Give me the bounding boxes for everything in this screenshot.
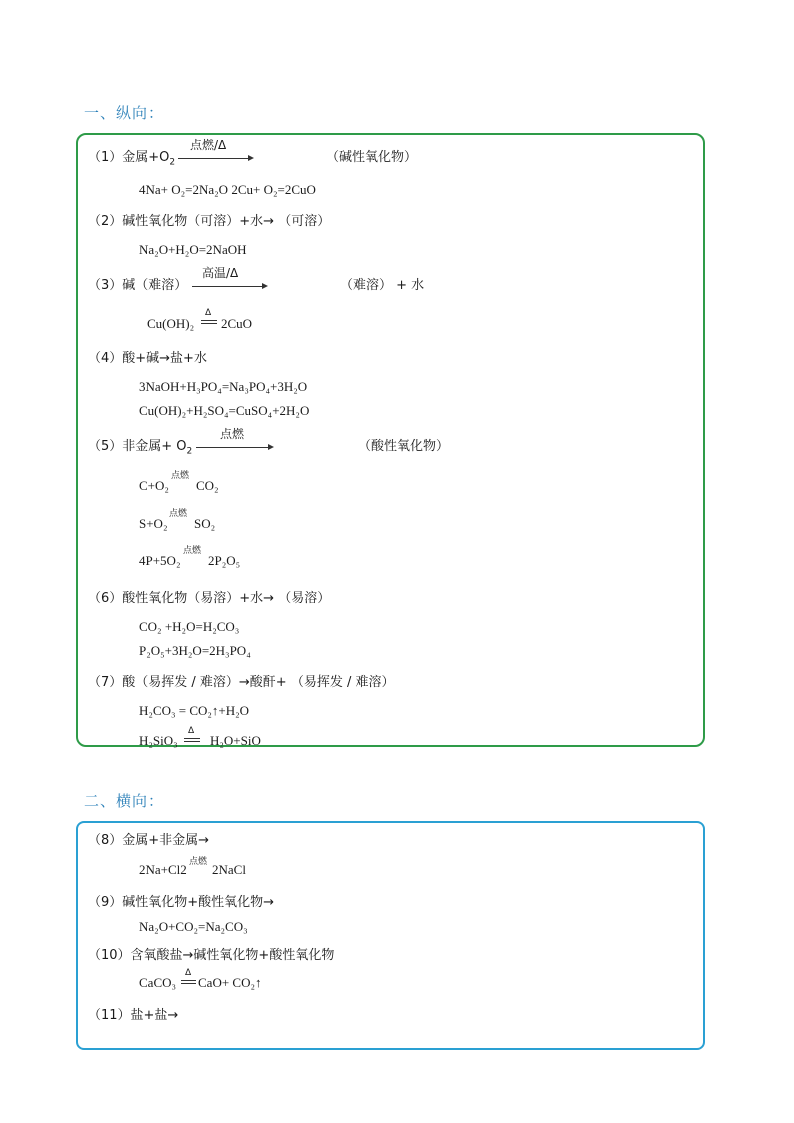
rule-5: [88, 435, 192, 457]
rule-7: （7）酸（易挥发 / 难溶）→酸酐+ （易挥发 / 难溶）: [88, 675, 395, 690]
equation-3-equals: [201, 320, 217, 324]
equation-7b-left: H₂SiO₃: [139, 733, 178, 748]
rule-3-arrow-condition: 高温/Δ: [202, 266, 239, 280]
equation-4a: 3NaOH+H₃PO₄=Na₃PO₄+3H₂O: [139, 379, 308, 394]
equation-7b-condition: Δ: [188, 726, 195, 736]
equation-9: Na₂O+CO₂=Na₂CO₃: [139, 919, 248, 934]
rule-10: （10）含氧酸盐→碱性氧化物+酸性氧化物: [88, 948, 335, 963]
equation-7a: H₂CO₃ = CO₂↑+H₂O: [139, 703, 250, 718]
arrow-head-icon: [248, 155, 254, 161]
rule-3-arrow: [192, 264, 268, 290]
rule-1: [88, 146, 175, 168]
equation-2: Na₂O+H₂O=2NaOH: [139, 242, 247, 257]
equation-5c-condition: 点燃: [183, 546, 202, 556]
equation-5c-left: 4P+5O₂: [139, 553, 181, 568]
rule-8: （8）金属+非金属→: [88, 833, 210, 848]
rule-5-arrow: [196, 425, 274, 451]
rule-11: （11）盐+盐→: [88, 1008, 179, 1023]
equation-8-right: 2NaCl: [212, 862, 246, 877]
equation-3-condition: Δ: [205, 308, 212, 318]
section-heading-horizontal: 二、横向：: [84, 792, 165, 810]
equation-5a-left: C+O₂: [139, 478, 169, 493]
rule-9: （9）碱性氧化物+酸性氧化物→: [88, 895, 275, 910]
rule-3-label: （3）碱（难溶）: [88, 278, 188, 293]
rule-1-product: （碱性氧化物）: [326, 150, 418, 165]
rule-5-label: （5）非金属+ O: [88, 439, 187, 454]
equation-1: 4Na+ O₂=2Na₂O 2Cu+ O₂=2CuO: [139, 182, 316, 197]
equation-4b: Cu(OH)₂+H₂SO₄=CuSO₄+2H₂O: [139, 403, 310, 418]
equation-6b: P₂O₅+3H₂O=2H₃PO₄: [139, 643, 251, 658]
arrow-head-icon: [262, 283, 268, 289]
equation-3-right: 2CuO: [221, 316, 253, 331]
rule-1-subscript: 2: [169, 157, 176, 168]
equation-5b-right: SO₂: [194, 516, 216, 531]
arrow-head-icon: [268, 444, 274, 450]
equation-8-condition: 点燃: [189, 857, 208, 867]
rule-6: （6）酸性氧化物（易溶）+水→ （易溶）: [88, 591, 331, 606]
equation-10-left: CaCO₃: [139, 975, 177, 990]
equation-8-left: 2Na+Cl2: [139, 862, 187, 877]
arrow-line: [196, 447, 268, 448]
rule-1-arrow: [178, 136, 254, 162]
equation-5a-condition: 点燃: [171, 471, 190, 481]
rule-1-arrow-condition: 点燃/Δ: [190, 138, 227, 152]
rule-5-arrow-condition: 点燃: [220, 427, 245, 441]
rule-4: （4）酸+碱→盐+水: [88, 351, 207, 366]
arrow-line: [192, 286, 262, 287]
equation-7b-right: H₂O+SiO: [210, 733, 261, 748]
rule-2: （2）碱性氧化物（可溶）+水→ （可溶）: [88, 214, 331, 229]
equation-6a: CO₂ +H₂O=H₂CO₃: [139, 619, 240, 634]
rule-3-product: （难溶） + 水: [340, 278, 425, 293]
equation-7b-equals: [184, 738, 200, 742]
rule-5-subscript: 2: [186, 446, 193, 457]
equation-10-right: CaO+ CO₂↑: [198, 975, 262, 990]
equation-5c-right: 2P₂O₅: [208, 553, 241, 568]
equation-10-equals: [181, 980, 196, 984]
equation-3-left: Cu(OH)₂: [147, 316, 195, 331]
equation-5b-condition: 点燃: [169, 509, 188, 519]
rule-1-label: （1）金属+O: [88, 150, 170, 165]
arrow-line: [178, 158, 248, 159]
section-heading-vertical: 一、纵向：: [84, 104, 165, 122]
equation-5a-right: CO₂: [196, 478, 219, 493]
equation-5b-left: S+O₂: [139, 516, 168, 531]
equation-10-condition: Δ: [185, 968, 192, 978]
rule-5-product: （酸性氧化物）: [358, 439, 450, 454]
